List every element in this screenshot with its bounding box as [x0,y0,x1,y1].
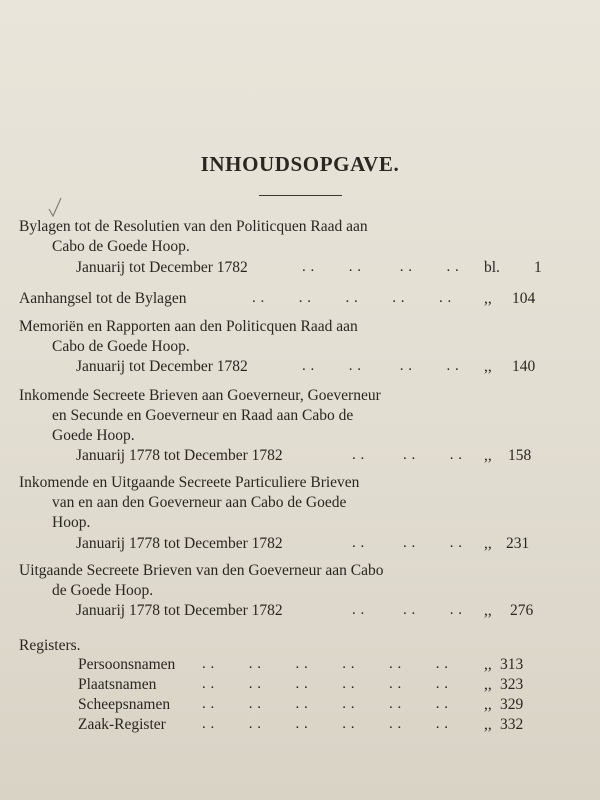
register-item-scheepsnamen: Scheepsnamen [78,696,171,713]
toc-entry-resolutien-line-1: Bylagen tot de Resolutien van den Politicquen Raad aan [19,218,368,235]
leader-dots: . . . . . . . . . . . . [202,716,449,732]
toc-entry-uitgaande-line-1: Uitgaande Secreete Brieven van den Goeverneur aan Cabo [19,562,384,579]
page-prefix: ,, [484,716,492,733]
page-prefix: bl. [484,259,500,276]
toc-entry-particuliere-period: Januarij 1778 tot December 1782 [76,535,283,552]
page-prefix: ,, [484,696,492,713]
page-number: 313 [500,656,524,673]
leader-dots: . . . . . . . . [302,358,460,374]
page-prefix: ,, [484,290,492,307]
toc-entry-resolutien-line-2: Cabo de Goede Hoop. [52,238,190,255]
page-prefix: ,, [484,447,492,464]
leader-dots: . . . . . . . . . . . . [202,676,449,692]
register-item-persoonsnamen: Persoonsnamen [78,656,176,673]
leader-dots: . . . . . . . . . . . . [202,656,449,672]
leader-dots: . . . . . . [352,602,463,618]
page-prefix: ,, [484,535,492,552]
page-number: 231 [506,535,530,552]
leader-dots: . . . . . . [352,447,463,463]
toc-entry-uitgaande-line-2: de Goede Hoop. [52,582,154,599]
toc-entry-memorien-line-2: Cabo de Goede Hoop. [52,338,190,355]
page-prefix: ,, [484,676,492,693]
leader-dots: . . . . . . [352,535,463,551]
toc-entry-inkomende-line-1: Inkomende Secreete Brieven aan Goeverneur, Goeverneur [19,387,381,404]
page-number: 104 [512,290,536,307]
toc-entry-inkomende-period: Januarij 1778 tot December 1782 [76,447,283,464]
page-prefix: ,, [484,602,492,619]
page-number: 140 [512,358,536,375]
title-rule [259,195,342,196]
toc-entry-inkomende-line-3: Goede Hoop. [52,427,135,444]
leader-dots: . . . . . . . . . . [252,290,452,306]
toc-entry-inkomende-line-2: en Secunde en Goeverneur en Raad aan Cabo de [52,407,354,424]
page-number: 332 [500,716,524,733]
toc-entry-particuliere-line-3: Hoop. [52,514,91,531]
registers-heading: Registers. [19,637,81,654]
toc-entry-memorien-period: Januarij tot December 1782 [76,358,248,375]
page-prefix: ,, [484,358,492,375]
leader-dots: . . . . . . . . . . . . [202,696,449,712]
page-number: 329 [500,696,524,713]
register-item-zaak-register: Zaak-Register [78,716,166,733]
toc-entry-resolutien-period: Januarij tot December 1782 [76,259,248,276]
pencil-check-mark-icon [48,196,62,218]
page-number: 158 [508,447,532,464]
register-item-plaatsnamen: Plaatsnamen [78,676,157,693]
toc-entry-aanhangsel: Aanhangsel tot de Bylagen [19,290,187,307]
page-number: 276 [510,602,534,619]
toc-entry-particuliere-line-1: Inkomende en Uitgaande Secreete Particuliere Brieven [19,474,360,491]
toc-entry-particuliere-line-2: van en aan den Goeverneur aan Cabo de Goede [52,494,347,511]
page-number: 1 [534,259,542,276]
toc-entry-memorien-line-1: Memoriën en Rapporten aan den Politicquen Raad aan [19,318,358,335]
toc-entry-uitgaande-period: Januarij 1778 tot December 1782 [76,602,283,619]
page-number: 323 [500,676,524,693]
page-title: INHOUDSOPGAVE. [200,152,400,176]
leader-dots: . . . . . . . . [302,259,460,275]
page-prefix: ,, [484,656,492,673]
